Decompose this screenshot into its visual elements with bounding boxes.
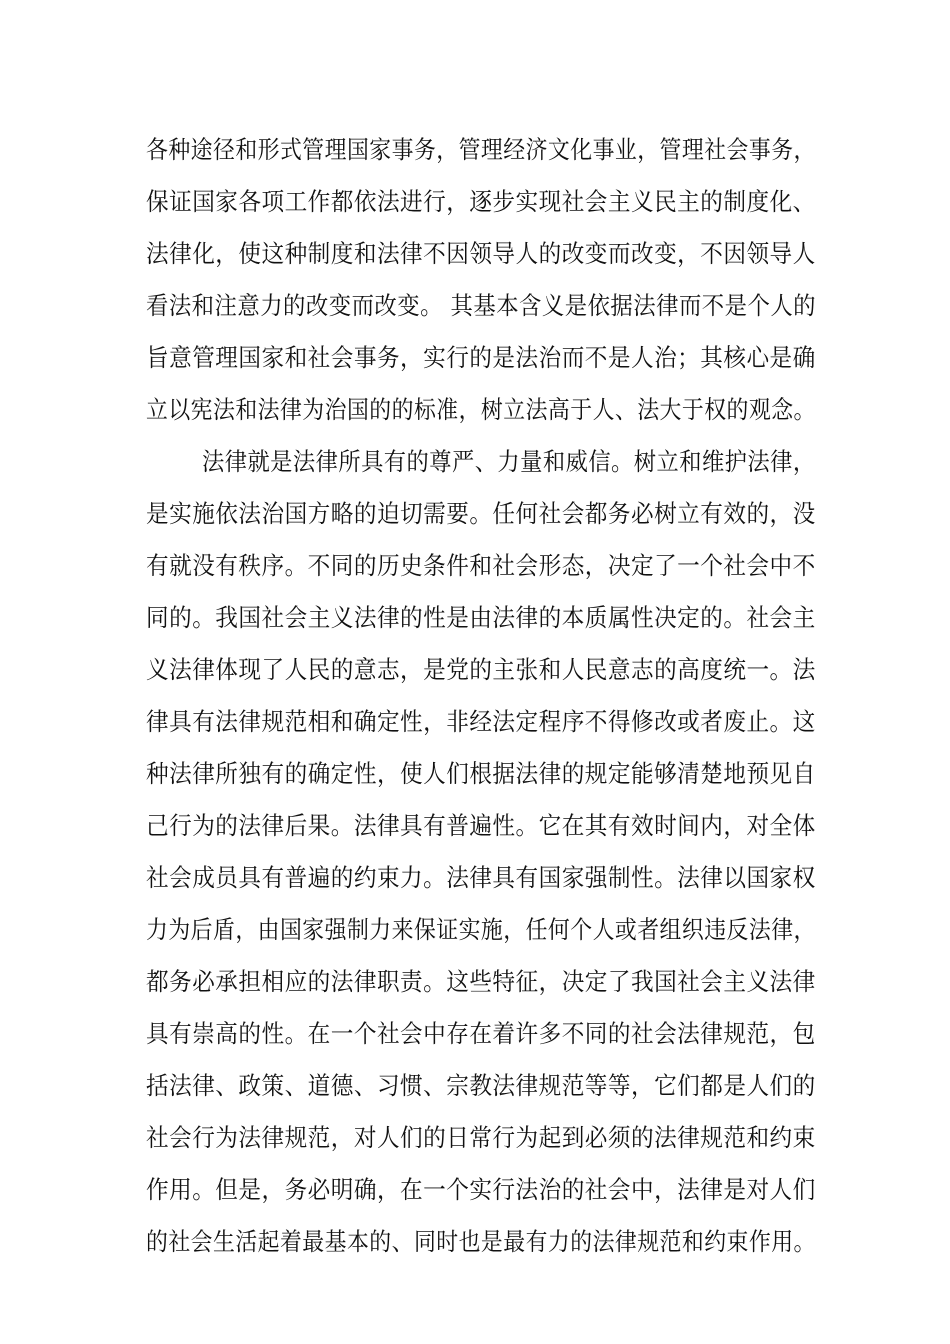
text-line: 有就没有秩序。不同的历史条件和社会形态，决定了一个社会中不 [146, 551, 816, 580]
text-line: 作用。但是，务必明确，在一个实行法治的社会中，法律是对人们 [146, 1175, 816, 1204]
text-line: 都务必承担相应的法律职责。这些特征，决定了我国社会主义法律 [146, 967, 816, 996]
text-line: 是实施依法治国方略的迫切需要。任何社会都务必树立有效的，没 [146, 499, 816, 528]
text-line: 法律化，使这种制度和法律不因领导人的改变而改变，不因领导人 [146, 239, 816, 268]
text-line: 立以宪法和法律为治国的的标准，树立法高于人、法大于权的观念。 [146, 395, 816, 424]
text-line: 看法和注意力的改变而改变。 其基本含义是依据法律而不是个人的 [146, 291, 817, 320]
text-line: 种法律所独有的确定性，使人们根据法律的规定能够清楚地预见自 [146, 759, 816, 788]
text-line: 社会行为法律规范，对人们的日常行为起到必须的法律规范和约束 [146, 1123, 816, 1152]
text-line: 义法律体现了人民的意志，是党的主张和人民意志的高度统一。法 [146, 655, 816, 684]
text-line: 力为后盾，由国家强制力来保证实施，任何个人或者组织违反法律， [146, 915, 816, 944]
text-line: 具有崇高的性。在一个社会中存在着许多不同的社会法律规范，包 [146, 1019, 816, 1048]
paragraph-first-line: 法律就是法律所具有的尊严、力量和威信。树立和维护法律， [202, 447, 816, 476]
text-line: 律具有法律规范相和确定性，非经法定程序不得修改或者废止。这 [146, 707, 816, 736]
text-line: 己行为的法律后果。法律具有普遍性。它在其有效时间内，对全体 [146, 811, 816, 840]
text-line: 的社会生活起着最基本的、同时也是最有力的法律规范和约束作用。 [146, 1227, 816, 1256]
text-line: 保证国家各项工作都依法进行，逐步实现社会主义民主的制度化、 [146, 187, 816, 216]
text-line: 同的。我国社会主义法律的性是由法律的本质属性决定的。社会主 [146, 603, 816, 632]
text-line: 括法律、政策、道德、习惯、宗教法律规范等等，它们都是人们的 [146, 1071, 816, 1100]
text-line: 社会成员具有普遍的约束力。法律具有国家强制性。法律以国家权 [146, 863, 816, 892]
text-line: 旨意管理国家和社会事务，实行的是法治而不是人治；其核心是确 [146, 343, 816, 372]
text-line: 各种途径和形式管理国家事务，管理经济文化事业，管理社会事务， [146, 135, 816, 164]
